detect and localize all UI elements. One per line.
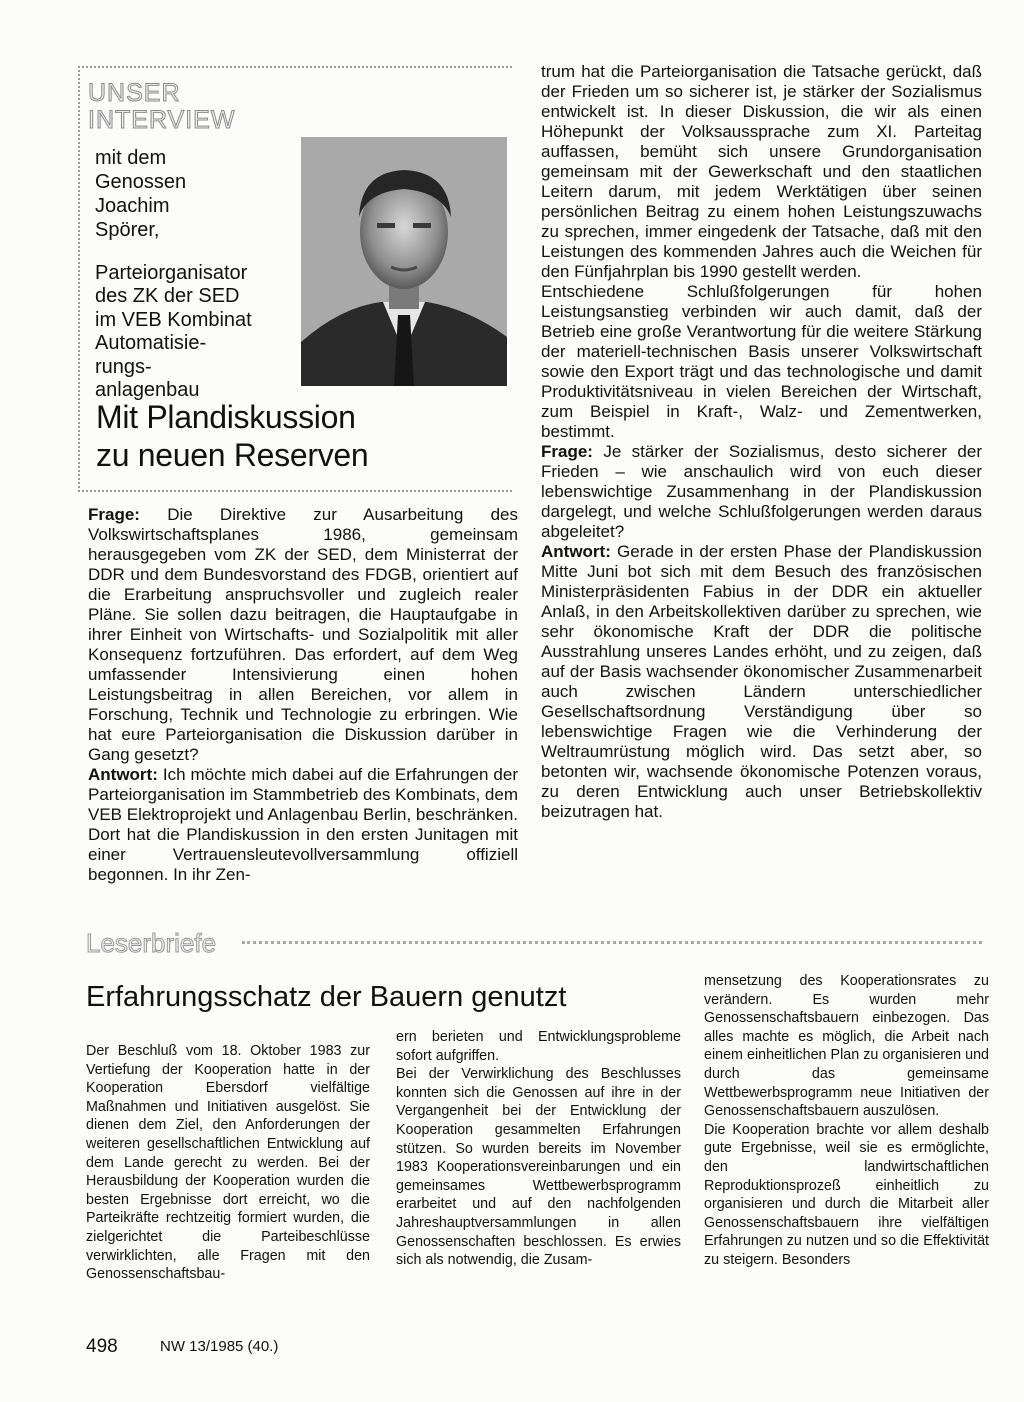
- headline-line: Mit Plandiskussion: [96, 399, 356, 435]
- paragraph: [88, 765, 518, 885]
- portrait-illustration: [301, 137, 507, 386]
- role-line: des ZK der SED: [95, 285, 240, 308]
- page-number: 498: [86, 1336, 118, 1357]
- issue-reference: NW 13/1985 (40.): [160, 1338, 279, 1355]
- paragraph-label: Frage:: [88, 505, 140, 524]
- paragraph: [88, 505, 518, 765]
- letters-column-3: [704, 972, 989, 1270]
- paragraph-text: Entschiedene Schlußfolgerungen für hohen Leistungsanstieg verbinden wir auch damit, daß der Betrieb eine große Verantwortung für die weitere Stärkung der materiell-technischen Basis unserer Volkswirtschaft sowie den Export trägt und das technologische und damit Produktivitätsniveau in vielen Bereichen der Wirtschaft, zum Beispiel in Kraft-, Walz- und Zementwerken, bestimmt.: [541, 282, 982, 441]
- kicker-line: INTERVIEW: [88, 106, 236, 134]
- interview-intro: [95, 146, 186, 242]
- paragraph-text: Gerade in der ersten Phase der Plandiskussion Mitte Juni bot sich mit dem Besuch des französischen Ministerpräsidenten Fabius in der DDR ein aktueller Anlaß, in den Arbeitskollektiven darüber zu sprechen, wie sehr ökonomische Kraft der DDR die politische Ausstrahlung unseres Landes erhöht, und zu zeigen, daß auf der Basis wachsender ökonomischer Zusammenarbeit auch zwischen Ländern unterschiedlicher Gesellschaftsordnung Verständigung über so lebenswichtige Fragen wie die Verhinderung der Weltraumrüstung möglich wird. Das setzt aber, so betonten wir, wachsende ökonomische Potenzen voraus, zu deren Entwicklung auch unser Betriebskollektiv beizutragen hat.: [541, 542, 982, 821]
- letters-headline: Erfahrungsschatz der Bauern genutzt: [86, 981, 567, 1013]
- section-label: Leserbriefe: [86, 928, 217, 958]
- intro-line: Genossen: [95, 171, 187, 193]
- intro-line: mit dem: [95, 147, 167, 169]
- paragraph: [541, 62, 982, 282]
- paragraph-text: Die Direktive zur Ausarbeitung des Volkswirtschaftsplanes 1986, gemeinsam herausgegeben vom ZK der SED, dem Ministerrat der DDR und dem Bundesvorstand des FDGB, orientiert auf die Erarbeitung anspruchsvoller und zugleich realer Pläne. Sie sollen dazu beitragen, die Hauptaufgabe in ihrer Einheit von Wirtschafts- und Sozialpolitik mit aller Konsequenz fortzuführen. Das erfordert, auf dem Weg umfassender Intensivierung einen hohen Leistungsbeitrag in allen Bereichen, vor allem in Forschung, Technik und Technologie zu erbringen. Wie hat eure Parteiorganisation die Diskussion darüber in Gang gesetzt?: [88, 505, 518, 764]
- section-divider: [242, 941, 982, 944]
- paragraph-text: trum hat die Parteiorganisation die Tatsache gerückt, daß der Frieden um so sicherer ist, je stärker der Sozialismus entwickelt ist. In dieser Diskussion, die wir als einen Höhepunkt der Volksaussprache zum XI. Parteitag auffassen, bemüht sich unsere Grundorganisation gemeinsam mit der Gewerkschaft und den staatlichen Leitern darum, mit jedem Werktätigen über seinen persönlichen Beitrag zu einem hohen Leistungszuwachs zu sprechen, immer eingedenk der Tatsache, daß mit den Leistungen des kommenden Jahres auch die Weichen für den Fünfjahrplan bis 1990 gestellt werden.: [541, 62, 982, 281]
- paragraph-label: Frage:: [541, 442, 593, 461]
- interview-column-right: [541, 62, 982, 822]
- kicker-line: UNSER: [88, 79, 181, 107]
- paragraph: [541, 542, 982, 822]
- paragraph-text: Je stärker der Sozialismus, desto sicherer der Frieden – wie anschaulich wird von euch dieser lebenswichtige Zusammenhang in der Plandiskussion dargelegt, und welche Schlußfolgerungen werden daraus abgeleitet?: [541, 442, 982, 541]
- paragraph: Die Kooperation brachte vor allem deshalb gute Ergebnisse, weil sie es ermöglichte, den landwirtschaftlichen Reproduktionsprozeß einheitlich zu organisieren und durch die Mitarbeit aller Genossenschaftsbauern ihre vielfältigen Erfahrungen zu nutzen und so die Effektivität zu steigern. Besonders: [704, 1121, 989, 1268]
- role-line: anlagenbau: [95, 379, 200, 402]
- role-line: Parteiorganisator: [95, 262, 248, 284]
- interview-headline: [96, 398, 368, 474]
- letters-column-1: [86, 1042, 370, 1284]
- paragraph-label: Antwort:: [88, 765, 158, 784]
- paragraph: mensetzung des Kooperationsrates zu verändern. Es wurden mehr Genossenschaftsbauern einbezogen. Das alles machte es möglich, die Arbeit nach einem einheitlichen Plan zu organisieren und durch das gemeinsame Wettbewerbsprogramm neue Initiativen der Genossenschaftsbauern auszulösen.: [704, 973, 989, 1120]
- portrait-photo: [301, 137, 507, 386]
- paragraph: [541, 282, 982, 442]
- paragraph: ern berieten und Entwicklungsprobleme sofort aufgriffen.: [396, 1029, 681, 1064]
- interview-kicker: [88, 80, 235, 134]
- intro-line: Joachim: [95, 195, 170, 217]
- paragraph-text: Ich möchte mich dabei auf die Erfahrungen der Parteiorganisation im Stammbetrieb des Kombinats, dem VEB Elektroprojekt und Anlagenbau Berlin, beschränken. Dort hat die Plandiskussion in den ersten Junitagen mit einer Vertrauensleutevollversammlung offiziell begonnen. In ihr Zen-: [88, 765, 518, 884]
- role-line: im VEB Kombinat: [95, 308, 252, 331]
- paragraph: Bei der Verwirklichung des Beschlusses konnten sich die Genossen auf ihre in der Vergangenheit bei der Entwicklung der Kooperation gesammelten Erfahrungen stützen. So wurden bereits im November 1983 Kooperationsvereinbarungen und ein gemeinsames Wettbewerbsprogramm erarbeitet und auf den nachfolgenden Jahreshauptversammlungen in allen Genossenschaften beschlossen. Es erwies sich als notwendig, die Zusam-: [396, 1066, 681, 1269]
- headline-line: zu neuen Reserven: [96, 437, 369, 473]
- role-line: Automatisie-: [95, 332, 207, 355]
- interview-column-left: [88, 505, 518, 885]
- interviewee-role: [95, 262, 252, 402]
- paragraph: Der Beschluß vom 18. Oktober 1983 zur Vertiefung der Kooperation hatte in der Kooperation Ebersdorf vielfältige Maßnahmen und Initiativen ausgelöst. Sie dienen dem Ziel, den Anforderungen der weiteren gesellschaftlichen Entwicklung auf dem Lande gerecht zu werden. Bei der Herausbildung der Kooperation wurden die besten Ergebnisse dort erreicht, wo die Parteikräfte rechtzeitig formiert wurden, die zielgerichtet die Parteibeschlüsse verwirklichten, alle Fragen mit den Genossenschaftsbau-: [86, 1043, 370, 1283]
- role-line: rungs-: [95, 355, 152, 378]
- intro-line: Spörer,: [95, 219, 160, 241]
- paragraph: [541, 442, 982, 542]
- letters-column-2: [396, 1028, 681, 1270]
- paragraph-label: Antwort:: [541, 542, 611, 561]
